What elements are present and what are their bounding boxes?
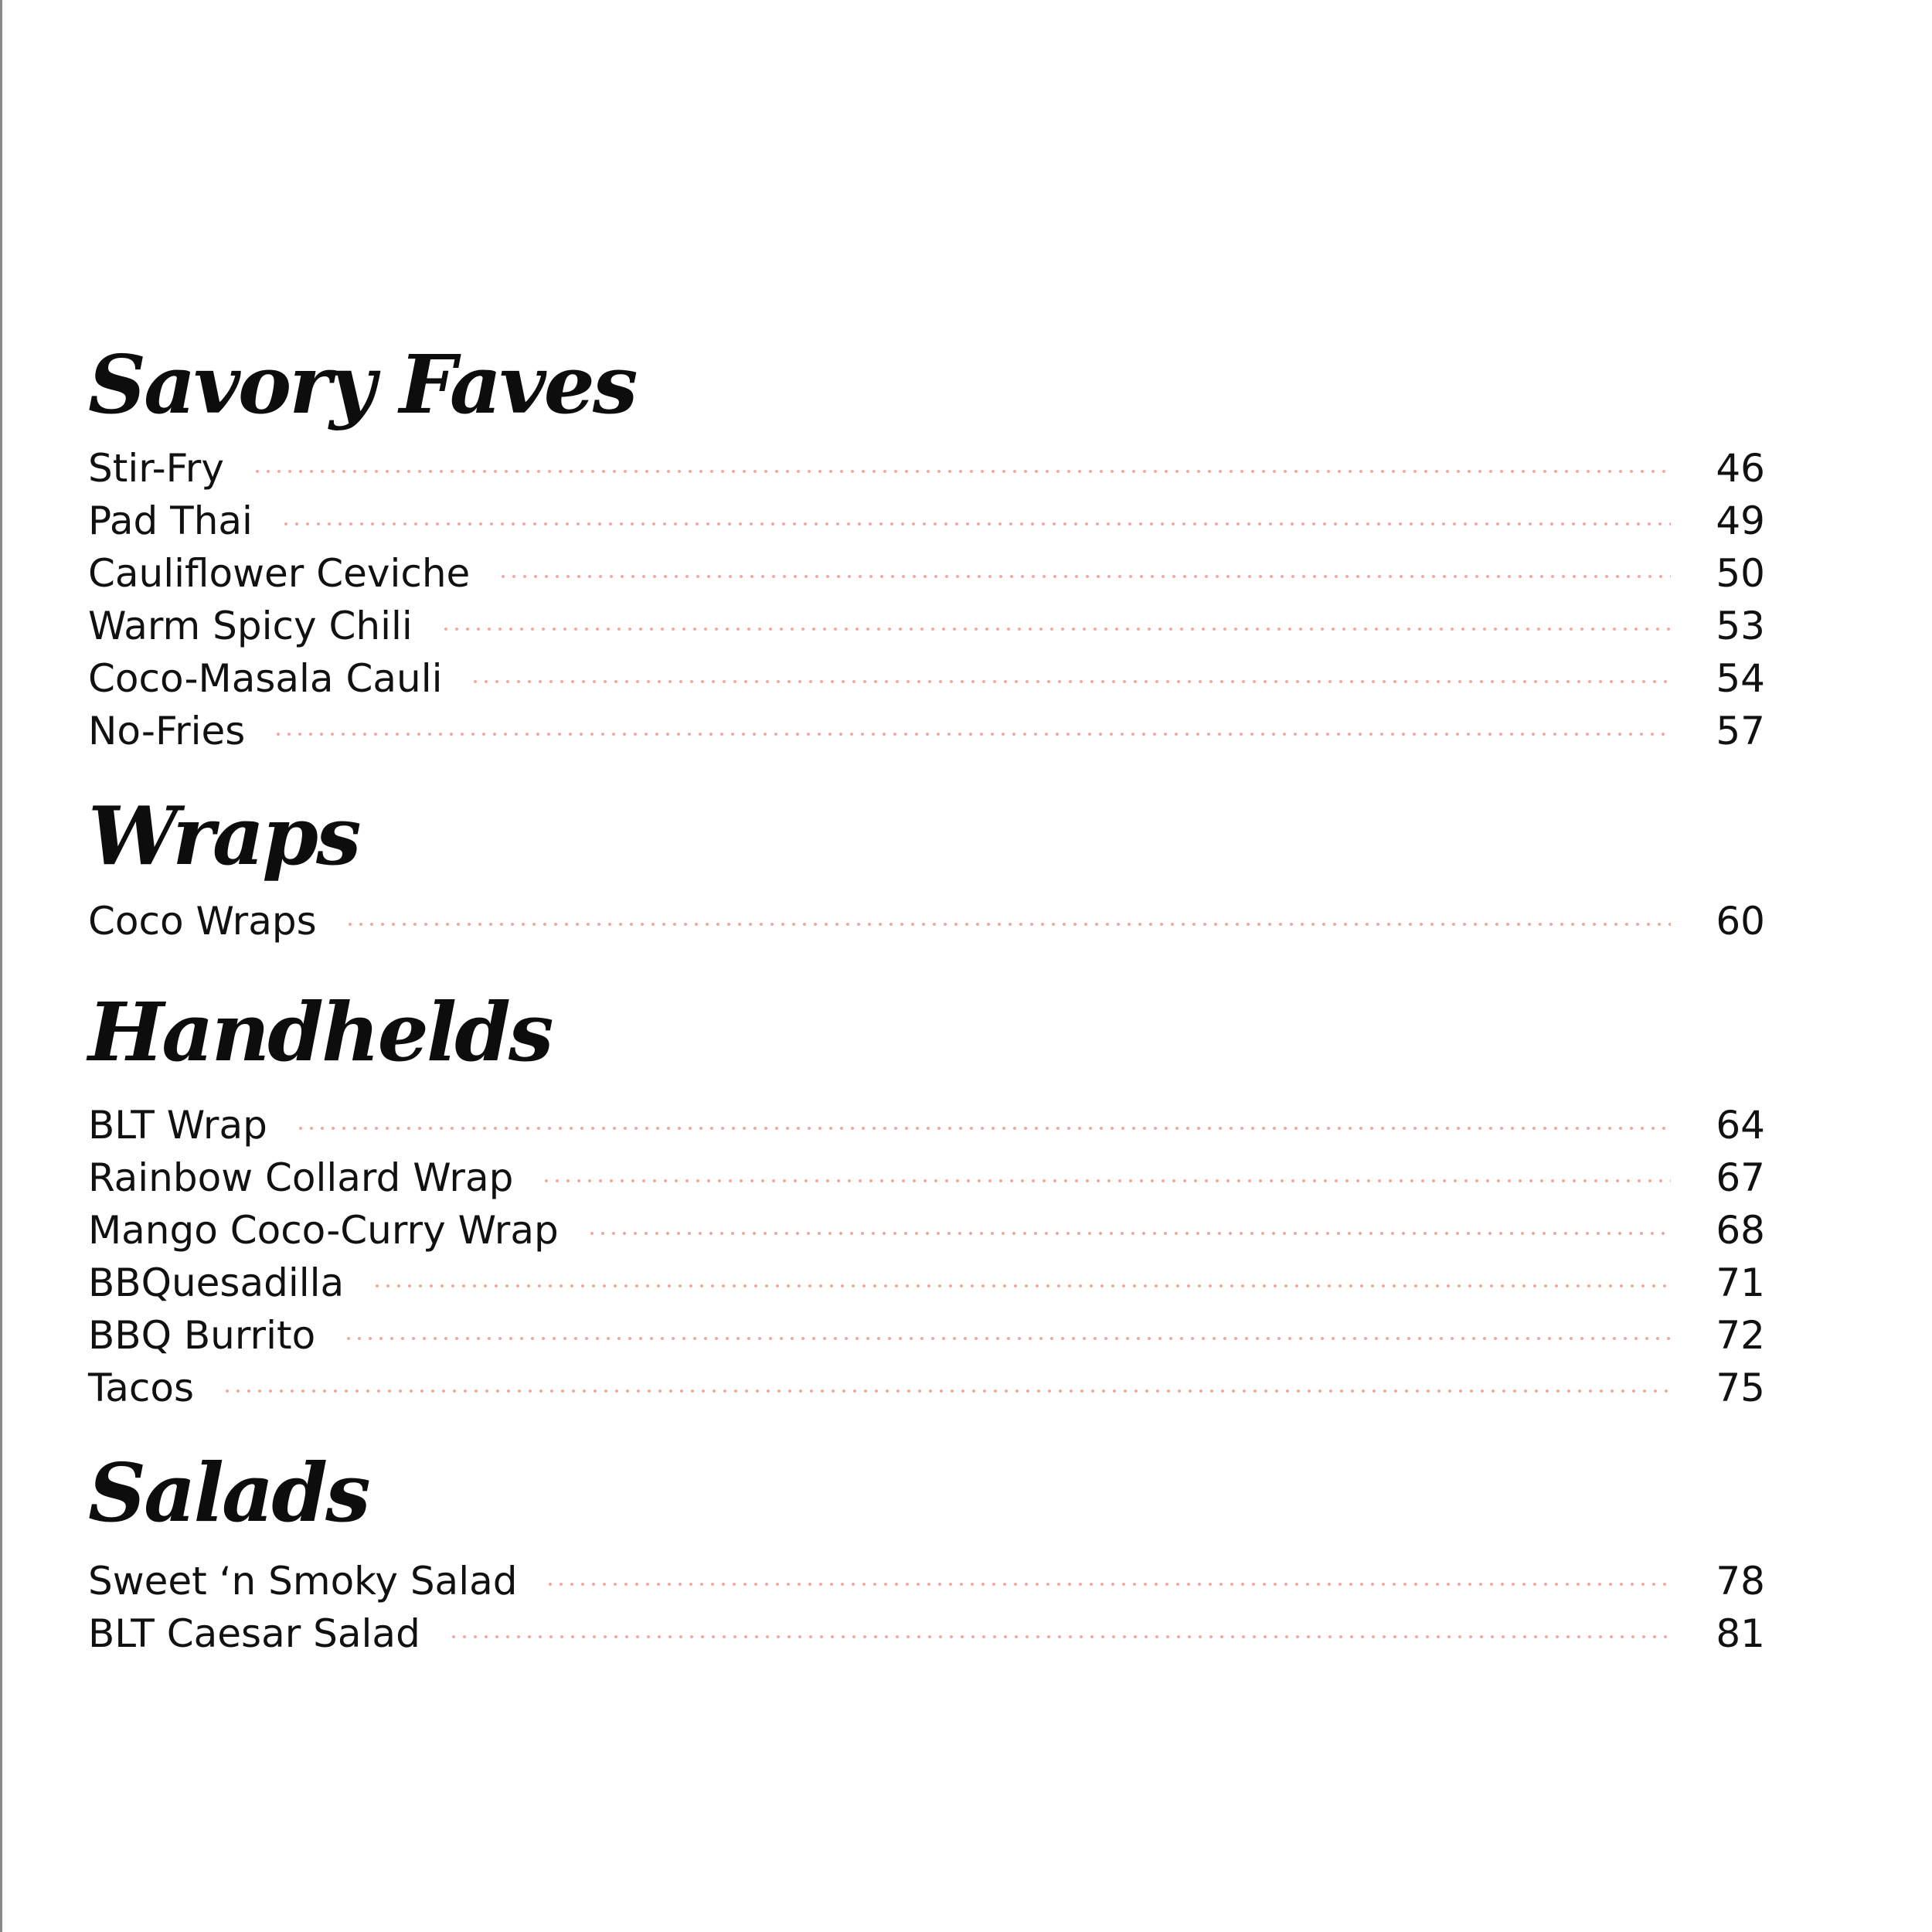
toc-entry[interactable] xyxy=(88,1151,1765,1204)
entry-page-number: 64 xyxy=(1716,1103,1765,1148)
page-edge-line xyxy=(0,0,2,1932)
entry-page-number: 71 xyxy=(1716,1260,1765,1305)
entry-page-number: 57 xyxy=(1716,709,1765,753)
toc-entry[interactable] xyxy=(88,442,1765,495)
section-heading: Wraps xyxy=(88,788,359,883)
toc-entry[interactable] xyxy=(88,600,1765,652)
toc-entry[interactable] xyxy=(88,1607,1765,1660)
toc-entry[interactable] xyxy=(88,547,1765,600)
entry-page-number: 60 xyxy=(1716,899,1765,944)
toc-entry[interactable] xyxy=(88,1099,1765,1151)
section-savory-faves xyxy=(88,309,1765,765)
entry-page-number: 75 xyxy=(1716,1366,1765,1410)
entry-list xyxy=(88,895,1765,947)
toc-entry[interactable] xyxy=(88,1555,1765,1607)
dot-leader xyxy=(372,1284,1671,1287)
section-handhelds xyxy=(88,958,1765,1414)
dot-leader xyxy=(343,1337,1671,1340)
dot-leader xyxy=(345,923,1671,926)
dot-leader xyxy=(541,1179,1671,1182)
entry-title: No-Fries xyxy=(88,709,246,753)
entry-title: BLT Caesar Salad xyxy=(88,1611,420,1656)
entry-title: BBQuesadilla xyxy=(88,1260,345,1305)
toc-entry[interactable] xyxy=(88,705,1765,757)
entry-page-number: 78 xyxy=(1716,1559,1765,1604)
entry-title: Sweet ‘n Smoky Salad xyxy=(88,1559,518,1604)
toc-entry[interactable] xyxy=(88,1362,1765,1414)
entry-list xyxy=(88,1555,1765,1660)
section-salads xyxy=(88,1414,1765,1669)
dot-leader xyxy=(498,575,1671,578)
toc-entry[interactable] xyxy=(88,895,1765,947)
entry-page-number: 81 xyxy=(1716,1611,1765,1656)
entry-page-number: 53 xyxy=(1716,604,1765,648)
table-of-contents xyxy=(88,309,1765,1669)
toc-entry[interactable] xyxy=(88,1309,1765,1362)
toc-entry[interactable] xyxy=(88,652,1765,705)
dot-leader xyxy=(222,1389,1671,1393)
entry-page-number: 67 xyxy=(1716,1155,1765,1200)
dot-leader xyxy=(295,1127,1671,1130)
dot-leader xyxy=(440,628,1671,631)
section-heading: Handhelds xyxy=(88,985,552,1080)
entry-title: BBQ Burrito xyxy=(88,1313,316,1358)
dot-leader xyxy=(252,470,1671,473)
dot-leader xyxy=(545,1583,1671,1586)
entry-page-number: 68 xyxy=(1716,1208,1765,1253)
dot-leader xyxy=(281,522,1671,526)
toc-entry[interactable] xyxy=(88,1257,1765,1309)
toc-entry[interactable] xyxy=(88,1204,1765,1257)
dot-leader xyxy=(470,680,1671,683)
toc-entry[interactable] xyxy=(88,495,1765,547)
entry-title: Tacos xyxy=(88,1366,195,1410)
entry-title: Mango Coco-Curry Wrap xyxy=(88,1208,559,1253)
entry-page-number: 72 xyxy=(1716,1313,1765,1358)
entry-title: Coco-Masala Cauli xyxy=(88,656,443,701)
entry-page-number: 46 xyxy=(1716,446,1765,491)
entry-title: Cauliflower Ceviche xyxy=(88,551,471,596)
entry-title: BLT Wrap xyxy=(88,1103,267,1148)
section-heading: Savory Faves xyxy=(88,337,636,432)
entry-title: Warm Spicy Chili xyxy=(88,604,413,648)
entry-list xyxy=(88,442,1765,757)
entry-title: Pad Thai xyxy=(88,498,253,543)
entry-list xyxy=(88,1099,1765,1414)
entry-title: Coco Wraps xyxy=(88,899,317,944)
entry-page-number: 54 xyxy=(1716,656,1765,701)
section-wraps xyxy=(88,765,1765,958)
dot-leader xyxy=(273,733,1671,736)
entry-page-number: 49 xyxy=(1716,498,1765,543)
dot-leader xyxy=(587,1232,1671,1235)
entry-page-number: 50 xyxy=(1716,551,1765,596)
entry-title: Stir-Fry xyxy=(88,446,224,491)
dot-leader xyxy=(448,1635,1671,1638)
section-heading: Salads xyxy=(88,1445,369,1540)
entry-title: Rainbow Collard Wrap xyxy=(88,1155,514,1200)
